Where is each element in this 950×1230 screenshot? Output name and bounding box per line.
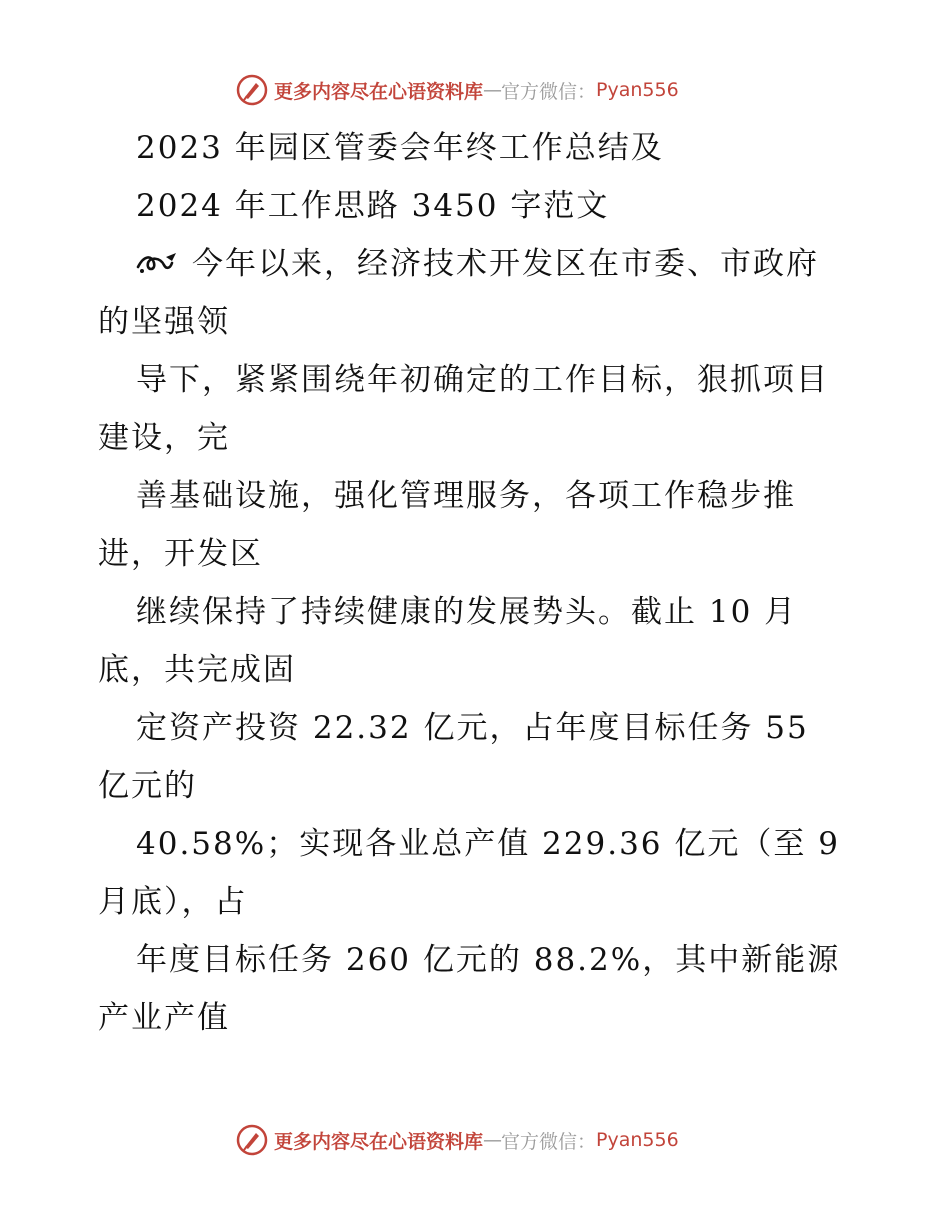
- ornamental-flourish-icon: [136, 249, 178, 277]
- paragraph-line-2: 的坚强领: [98, 304, 230, 340]
- document-title-line-1: 2023 年园区管委会年终工作总结及: [136, 130, 664, 166]
- paragraph-line-5: 善基础设施，强化管理服务，各项工作稳步推: [136, 478, 796, 514]
- quill-pen-logo-icon: [236, 74, 268, 106]
- footer-banner: [236, 1122, 679, 1158]
- banner-dash: —: [483, 79, 502, 101]
- paragraph-line-9: 定资产投资 22.32 亿元，占年度目标任务 55: [136, 710, 809, 746]
- paragraph-line-8: 底，共完成固: [98, 652, 296, 688]
- paragraph-line-12: 月底），占: [98, 884, 248, 920]
- banner-main-text: 更多内容尽在心语资料库: [274, 1130, 484, 1153]
- banner-wechat-id: Pyan556: [596, 79, 679, 101]
- paragraph-line-10: 亿元的: [98, 768, 197, 804]
- banner-wechat-label: 官方微信：: [501, 1130, 597, 1153]
- paragraph-line-1: [136, 244, 819, 284]
- banner-dash: —: [483, 1129, 502, 1151]
- banner-wechat-id: Pyan556: [596, 1129, 679, 1151]
- banner-main-text: 更多内容尽在心语资料库: [274, 80, 484, 103]
- paragraph-line-7: 继续保持了持续健康的发展势头。截止 10 月: [136, 594, 798, 630]
- paragraph-line-14: 产业产值: [98, 1000, 230, 1036]
- quill-pen-logo-icon: [236, 1124, 268, 1156]
- paragraph-line-13: 年度目标任务 260 亿元的 88.2%，其中新能源: [136, 942, 841, 978]
- banner-wechat-label: 官方微信：: [501, 80, 597, 103]
- paragraph-line-3: 导下，紧紧围绕年初确定的工作目标，狠抓项目: [136, 362, 829, 398]
- document-title-line-2: 2024 年工作思路 3450 字范文: [136, 188, 610, 224]
- paragraph-line-11: 40.58%；实现各业总产值 229.36 亿元（至 9: [136, 826, 840, 862]
- paragraph-line-text: 今年以来，经济技术开发区在市委、市政府: [192, 246, 819, 282]
- paragraph-line-4: 建设，完: [98, 420, 230, 456]
- header-banner: [236, 72, 679, 108]
- paragraph-line-6: 进，开发区: [98, 536, 263, 572]
